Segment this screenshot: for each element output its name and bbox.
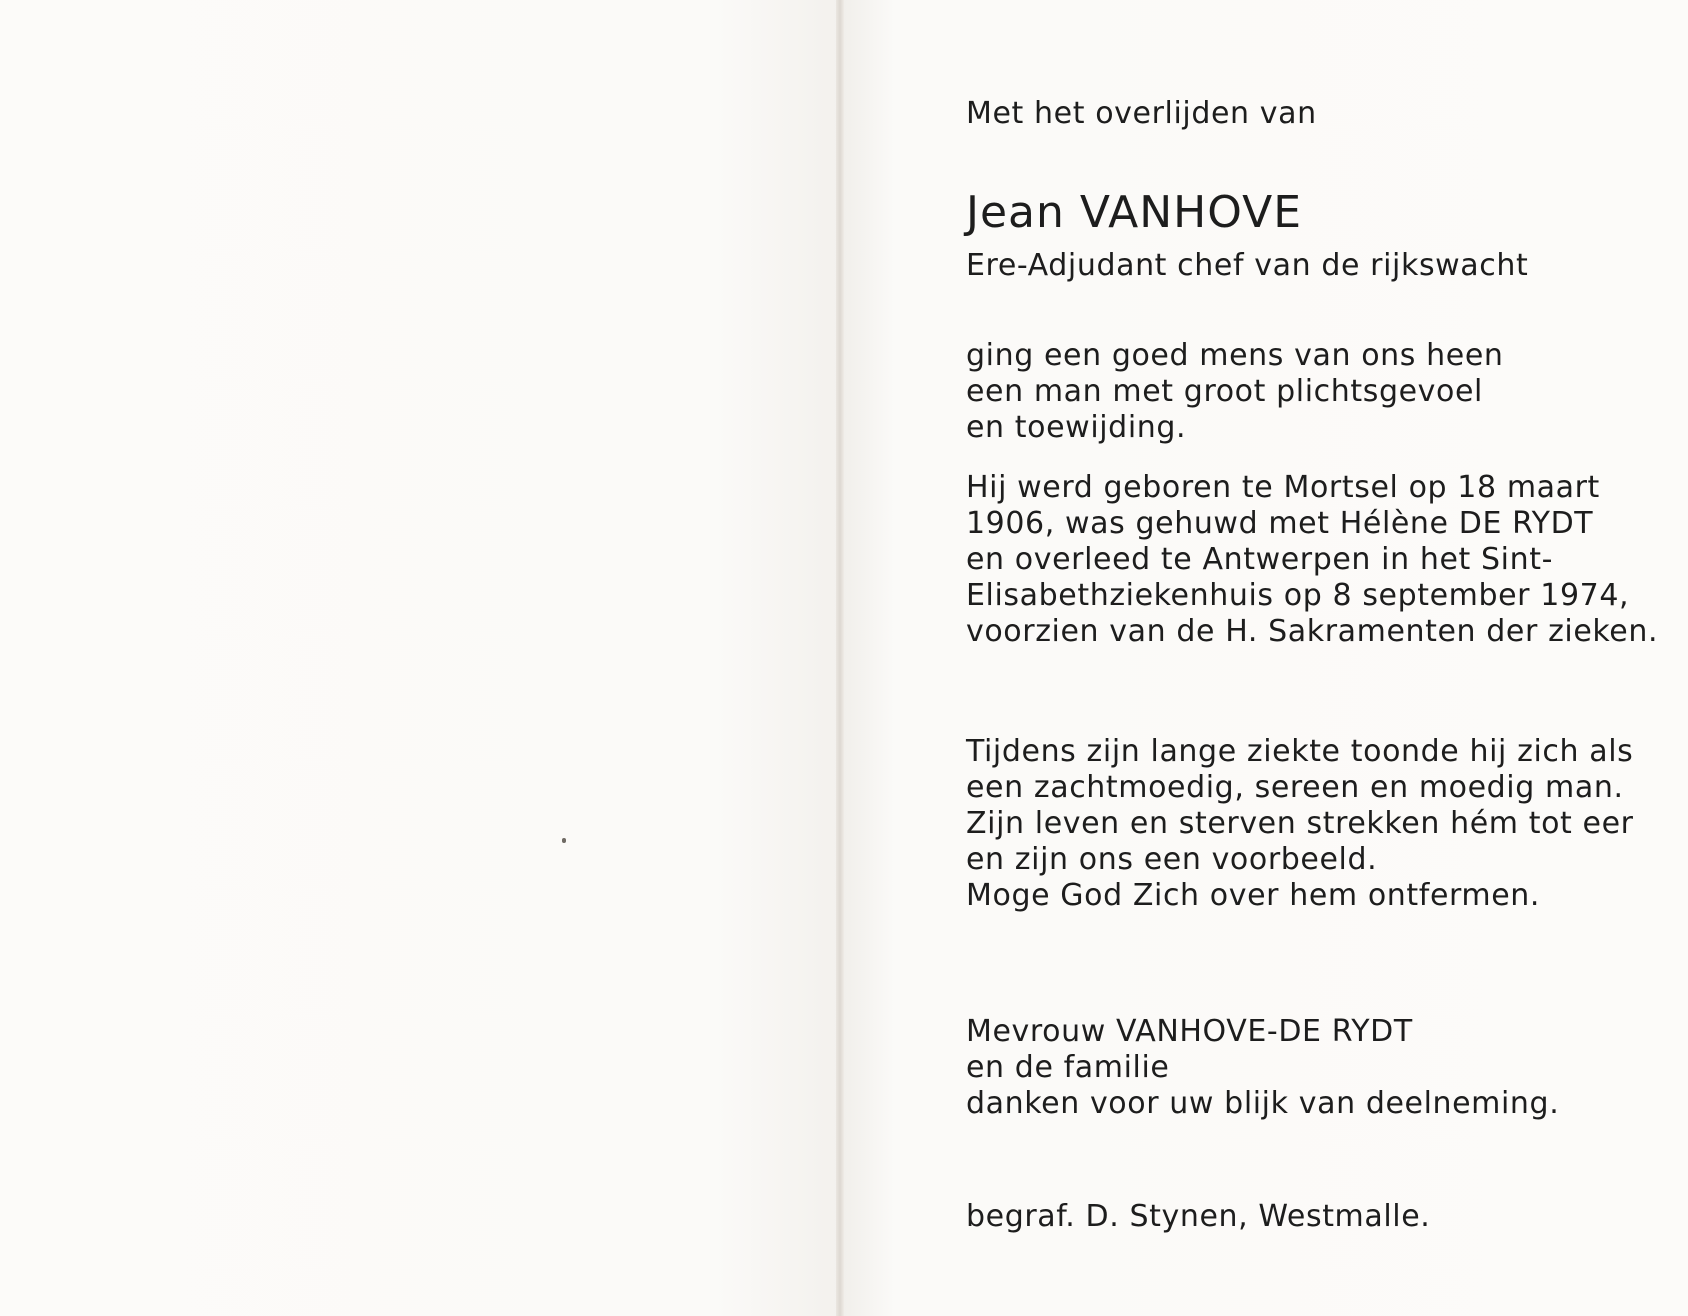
- remembrance-paragraph: [966, 734, 1634, 914]
- blank-left-panel: [0, 0, 840, 1316]
- paper-speck: [562, 838, 566, 843]
- intro-text: Met het overlijden van: [966, 96, 1317, 131]
- remembrance-line: een zachtmoedig, sereen en moedig man.: [966, 770, 1624, 805]
- thanks-line: Mevrouw VANHOVE-DE RYDT: [966, 1014, 1413, 1049]
- biography-line: Elisabethziekenhuis op 8 september 1974,: [966, 578, 1630, 613]
- biography-paragraph: [966, 470, 1658, 650]
- tribute-paragraph: [966, 338, 1504, 446]
- card-fold: [836, 0, 844, 1316]
- thanks-line: en de familie: [966, 1050, 1170, 1085]
- tribute-line: ging een goed mens van ons heen: [966, 338, 1504, 373]
- remembrance-line: Tijdens zijn lange ziekte toonde hij zich als: [966, 734, 1634, 769]
- biography-line: 1906, was gehuwd met Hélène DE RYDT: [966, 506, 1594, 541]
- remembrance-line: Moge God Zich over hem ontfermen.: [966, 878, 1541, 913]
- biography-line: Hij werd geboren te Mortsel op 18 maart: [966, 470, 1600, 505]
- thanks-paragraph: [966, 1014, 1559, 1122]
- undertaker-credit: begraf. D. Stynen, Westmalle.: [966, 1199, 1431, 1234]
- remembrance-line: en zijn ons een voorbeeld.: [966, 842, 1378, 877]
- remembrance-line: Zijn leven en sterven strekken hém tot eer: [966, 806, 1634, 841]
- tribute-line: een man met groot plichtsgevoel: [966, 374, 1483, 409]
- biography-line: en overleed te Antwerpen in het Sint-: [966, 542, 1553, 577]
- deceased-name: Jean VANHOVE: [966, 187, 1303, 238]
- thanks-line: danken voor uw blijk van deelneming.: [966, 1086, 1560, 1121]
- biography-line: voorzien van de H. Sakramenten der zieken.: [966, 614, 1659, 649]
- tribute-line: en toewijding.: [966, 410, 1187, 445]
- honorary-title: Ere-Adjudant chef van de rijkswacht: [966, 248, 1529, 283]
